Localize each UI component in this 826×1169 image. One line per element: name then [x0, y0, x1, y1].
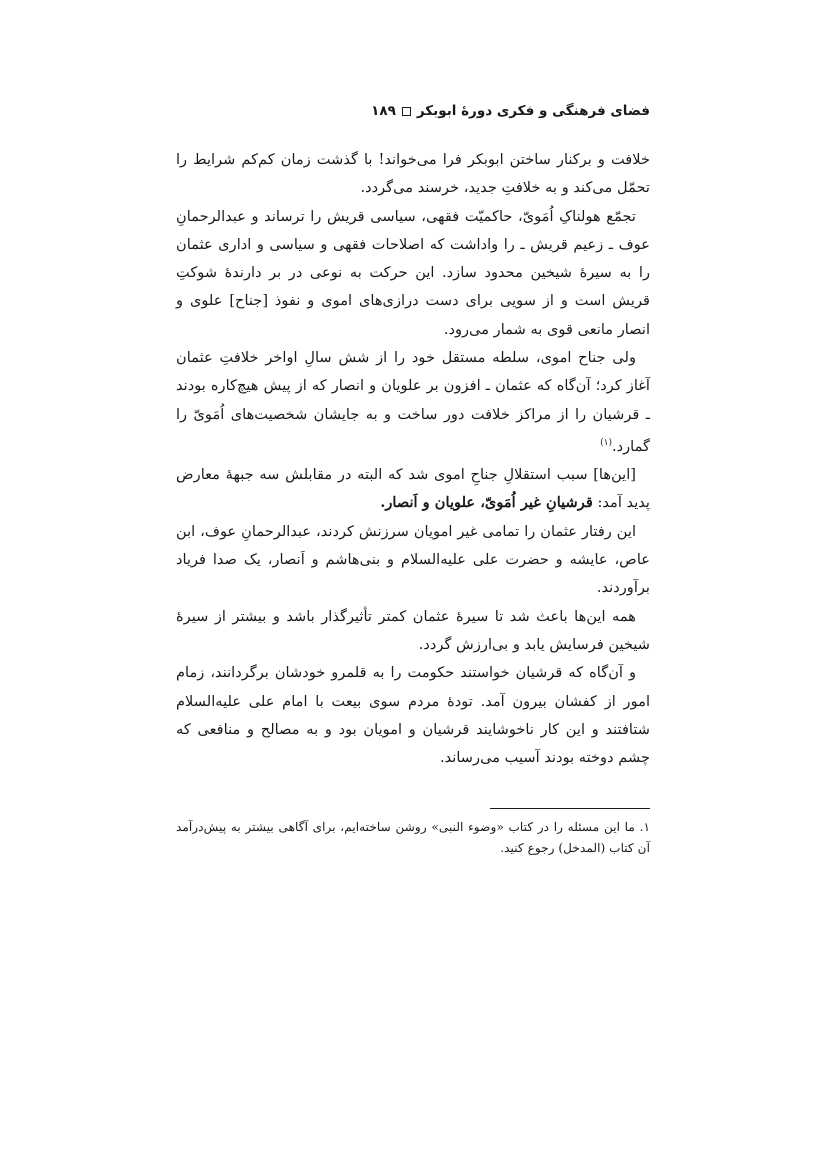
paragraph-2: تجمّع هولناکِ اُمَویّ، حاکمیّت فقهی، سیاسی قریش را ترساند و عبدالرحمانِ عوف ـ زعیم قریش ـ را واداشت که اصلاحات فقهی و سیاسی و اداری عثمان را به سیرهٔ شیخین محدود سازد. این حرکت به نوعی در بر دارندهٔ شوکتِ قریش است و از سویی برای دست درازی‌های اموی و نفوذ [جناح] علوی و انصار مانعی قوی به شمار می‌رود. — [176, 207, 650, 338]
header-title: فضای فرهنگی و فکری دورهٔ ابوبکر — [416, 103, 650, 119]
running-header — [176, 99, 650, 123]
paragraph-7: و آن‌گاه که قرشیان خواستند حکومت را به قلمرو خودشان برگردانند، زمام امور از کفشان بیرون آمد. تودهٔ مردم سوی بیعت با امام علی علیه‌السلام شتافتند و این کار ناخوشایند قرشیان و امویان بود و به مصالح و منافعی که چشم دوخته بودند آسیب می‌رساند. — [176, 664, 650, 767]
book-page — [176, 0, 650, 1169]
square-ornament-icon — [402, 107, 411, 116]
paragraph-3-text: ولی جناح اموی، سلطه مستقل خود را از شش سالِ اواخر خلافتِ عثمان آغاز کرد؛ آن‌گاه که عثمان ـ افزون بر علویان و انصار که از پیش هیچ‌کاره بودند ـ قرشیان را از مراکز خلافت دور ساخت و به جایشان شخصیت‌های اُمَویّ را گمارد. — [176, 349, 650, 455]
paragraph-4-bold: قرشیانِ غیر اُمَویّ، علویان و اَنصار. — [380, 494, 593, 512]
main-text — [176, 146, 650, 772]
footnote: ۱. ما این مسئله را در کتاب «وضوء النبی» روشن ساخته‌ایم، برای آگاهی بیشتر به پیش‌درآمد آن کتاب (المدخل) رجوع کنید. — [176, 820, 650, 855]
paragraph-6: همه این‌ها باعث شد تا سیرهٔ عثمان کمتر تأثیرگذار باشد و بیشتر از سیرهٔ شیخین فرسایش یابد و بی‌ارزش گردد. — [176, 607, 650, 653]
paragraph-5: این رفتار عثمان را تمامی غیر امویان سرزنش کردند، عبدالرحمانِ عوف، ابن عاص، عایشه و حضرت علی علیه‌السلام و بنی‌هاشم و اَنصار، یک صدا فریاد برآوردند. — [176, 522, 650, 597]
page-number: ۱۸۹ — [371, 103, 396, 119]
paragraph-3 — [176, 344, 650, 461]
paragraph-4 — [176, 461, 650, 518]
paragraph-4-text: [این‌ها] سبب استقلالِ جناحِ اموی شد که البته در مقابلش سه جبههٔ معارض پدید آمد: — [176, 466, 650, 512]
footnote-marker[interactable]: (۱) — [600, 437, 612, 448]
footnote-divider — [490, 808, 650, 809]
paragraph-1: خلافت و برکنار ساختن ابوبکر فرا می‌خواند! با گذشت زمان کم‌کم شرایط را تحمّل می‌کند و به خلافتِ جدید، خرسند می‌گردد. — [176, 151, 650, 197]
